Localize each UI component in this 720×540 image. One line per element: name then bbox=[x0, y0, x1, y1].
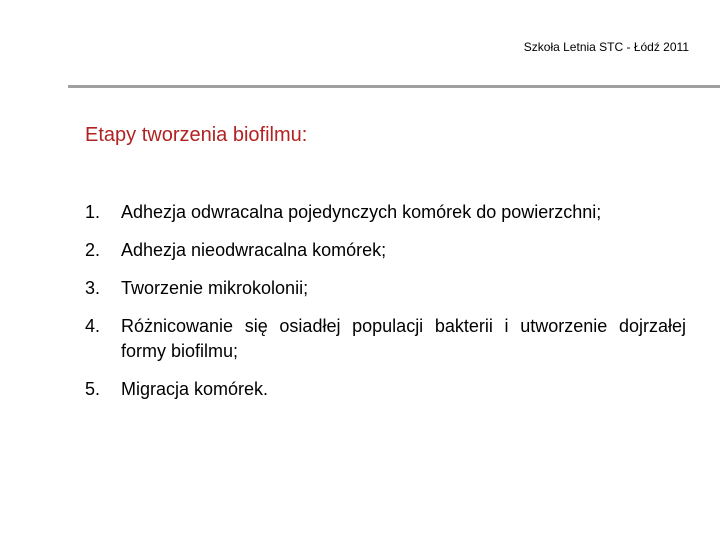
step-item-5 bbox=[85, 377, 686, 402]
step-number: 4. bbox=[85, 316, 101, 336]
header-org-text: Szkoła Letnia STC - Łódź 2011 bbox=[523, 40, 689, 54]
step-item-3 bbox=[85, 276, 686, 301]
step-text: Migracja komórek. bbox=[121, 379, 269, 399]
step-item-2 bbox=[85, 238, 686, 263]
step-text: Adhezja odwracalna pojedynczych komórek do powierzchni; bbox=[121, 202, 602, 222]
step-item-1 bbox=[85, 200, 686, 225]
header-divider bbox=[68, 85, 720, 88]
step-number: 2. bbox=[85, 240, 101, 260]
step-number: 3. bbox=[85, 278, 101, 298]
step-text: Adhezja nieodwracalna komórek; bbox=[121, 240, 387, 260]
steps-list bbox=[85, 200, 686, 415]
step-item-4 bbox=[85, 314, 686, 364]
step-number: 1. bbox=[85, 202, 101, 222]
slide-title: Etapy tworzenia biofilmu: bbox=[85, 124, 308, 146]
step-text: Tworzenie mikrokolonii; bbox=[121, 278, 309, 298]
step-text: Różnicowanie się osiadłej populacji bakterii i utworzenie dojrzałej formy biofilmu; bbox=[121, 316, 686, 361]
step-number: 5. bbox=[85, 379, 101, 399]
